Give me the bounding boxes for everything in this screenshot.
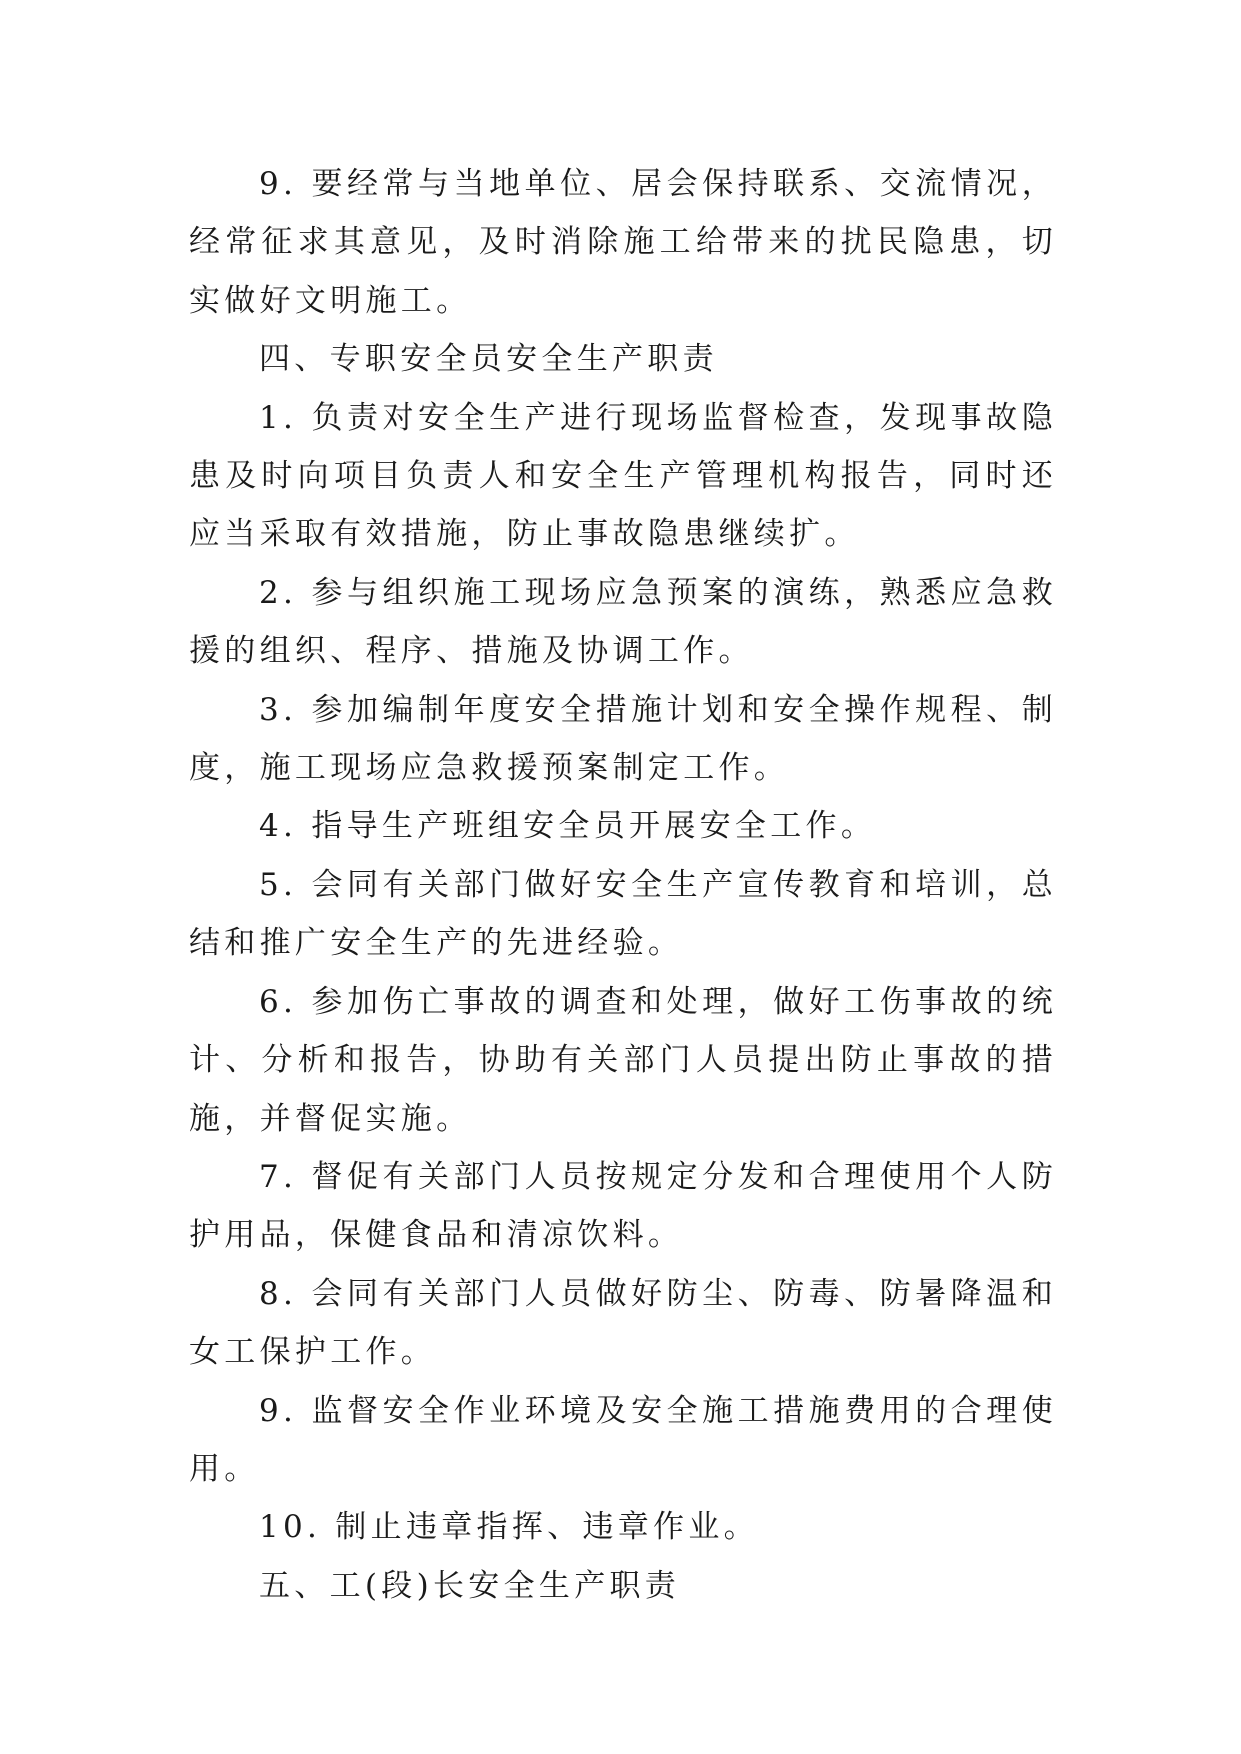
paragraph-item-8-worker-protection: 8. 会同有关部门人员做好防尘、防毒、防暑降温和女工保护工作。 bbox=[189, 1275, 1057, 1371]
paragraph-item-4-team-guidance: 4. 指导生产班组安全员开展安全工作。 bbox=[259, 808, 877, 845]
paragraph-item-9-cost-supervision: 9. 监督安全作业环境及安全施工措施费用的合理使用。 bbox=[189, 1392, 1057, 1487]
paragraph-item-3-safety-plan: 3. 参加编制年度安全措施计划和安全操作规程、制度，施工现场应急救援预案制定工作。 bbox=[189, 691, 1057, 787]
paragraph-item-9-community: 9. 要经常与当地单位、居会保持联系、交流情况，经常征求其意见，及时消除施工给带来的扰民隐患，切实做好文明施工。 bbox=[189, 166, 1057, 319]
section-heading-foreman: 五、工(段)长安全生产职责 bbox=[259, 1567, 681, 1604]
paragraph-item-2-emergency-drill: 2. 参与组织施工现场应急预案的演练，熟悉应急救援的组织、程序、措施及协调工作。 bbox=[189, 574, 1057, 670]
paragraph-item-5-training: 5. 会同有关部门做好安全生产宣传教育和培训，总结和推广安全生产的先进经验。 bbox=[189, 866, 1057, 962]
paragraph-item-10-stop-violations: 10. 制止违章指挥、违章作业。 bbox=[259, 1509, 759, 1546]
paragraph-item-1-supervision: 1. 负责对安全生产进行现场监督检查，发现事故隐患及时向项目负责人和安全生产管理机构报告，同时还应当采取有效措施，防止事故隐患继续扩。 bbox=[189, 399, 1057, 553]
section-heading-safety-officer: 四、专职安全员安全生产职责 bbox=[259, 341, 718, 378]
paragraph-item-6-accident-investigation: 6. 参加伤亡事故的调查和处理，做好工伤事故的统计、分析和报告，协助有关部门人员提出防止事故的措施，并督促实施。 bbox=[189, 983, 1057, 1137]
paragraph-item-7-protective-equipment: 7. 督促有关部门人员按规定分发和合理使用个人防护用品，保健食品和清凉饮料。 bbox=[189, 1158, 1057, 1254]
document-body bbox=[189, 155, 1057, 1615]
